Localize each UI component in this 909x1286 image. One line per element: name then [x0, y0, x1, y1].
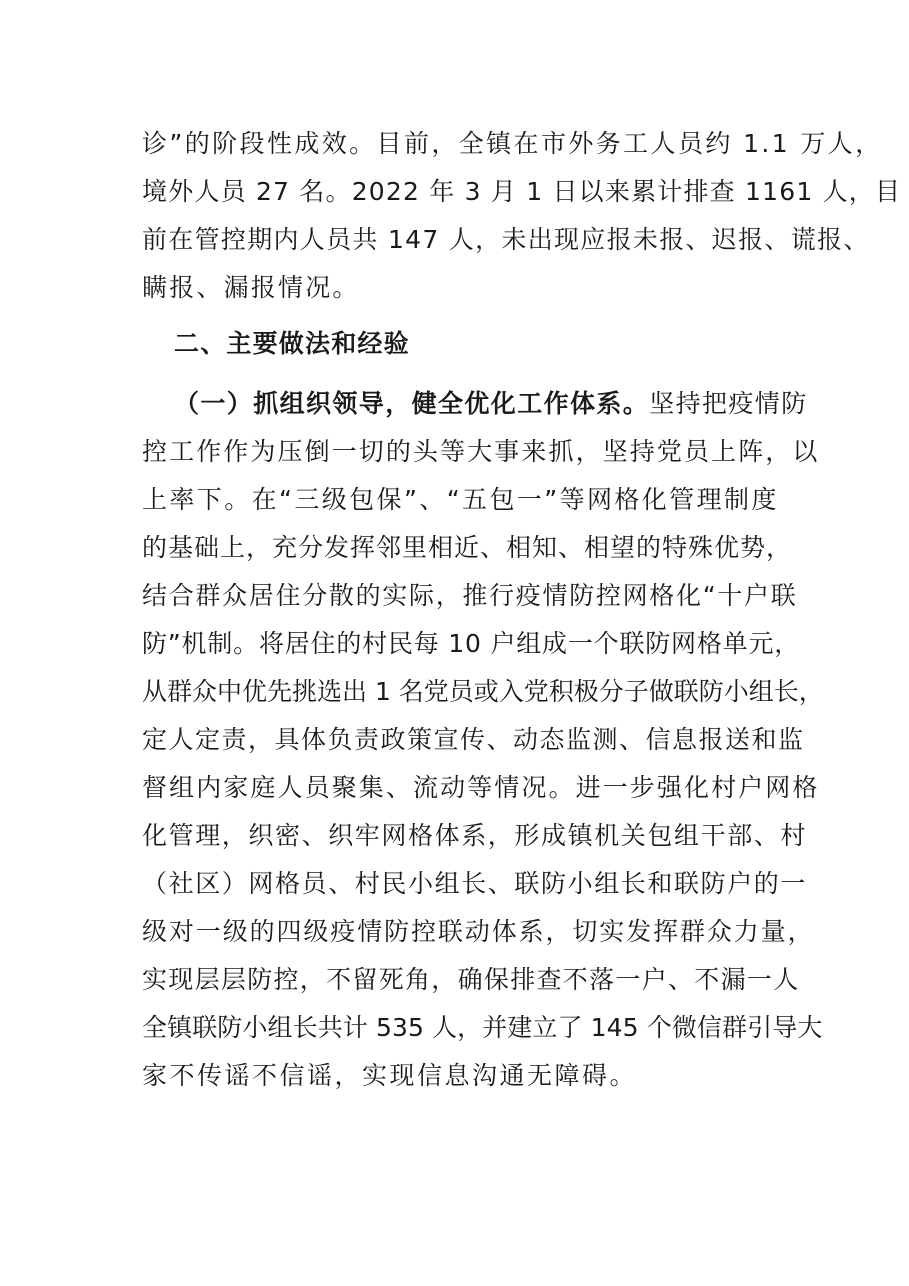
- paragraph-line: （社区）网格员、村民小组长、联防小组长和联防户的一: [142, 869, 808, 898]
- paragraph-line: 控工作作为压倒一切的头等大事来抓，坚持党员上阵，以: [142, 437, 820, 466]
- paragraph-line: 防”机制。将居住的村民每 10 户组成一个联防网格单元，: [142, 629, 801, 658]
- paragraph-line: 实现层层防控，不留死角，确保排查不落一户、不漏一人: [142, 965, 800, 994]
- section-heading: 二、主要做法和经验: [174, 329, 410, 358]
- paragraph-line: 全镇联防小组长共计 535 人，并建立了 145 个微信群引导大: [142, 1013, 823, 1042]
- paragraph-line: 从群众中优先挑选出 1 名党员或入党积极分子做联防小组长，: [142, 677, 824, 706]
- paragraph-line: 化管理，织密、织牢网格体系，形成镇机关包组干部、村: [142, 821, 808, 850]
- paragraph-line: 前在管控期内人员共 147 人，未出现应报未报、迟报、谎报、: [142, 225, 870, 254]
- paragraph-line: 家不传谣不信谣，实现信息沟通无障碍。: [142, 1061, 638, 1090]
- paragraph-line: 瞒报、漏报情况。: [142, 273, 360, 302]
- paragraph-first-line: [174, 384, 814, 424]
- paragraph-line: 诊”的阶段性成效。目前，全镇在市外务工人员约 1.1 万人，: [142, 129, 883, 158]
- paragraph-line: 级对一级的四级疫情防控联动体系，切实发挥群众力量，: [142, 917, 815, 946]
- paragraph-line: 境外人员 27 名。2022 年 3 月 1 日以来累计排查 1161 人，目: [142, 177, 902, 206]
- paragraph-line: 定人定责，具体负责政策宣传、动态监测、信息报送和监: [142, 725, 805, 754]
- paragraph-line: 上率下。在“三级包保”、“五包一”等网格化管理制度: [142, 485, 779, 514]
- paragraph-line: 结合群众居住分散的实际，推行疫情防控网格化“十户联: [142, 581, 798, 610]
- paragraph-line: 的基础上，充分发挥邻里相近、相知、相望的特殊优势，: [142, 533, 793, 562]
- subsection-title: （一）抓组织领导，健全优化工作体系。: [174, 389, 650, 418]
- paragraph-line: 督组内家庭人员聚集、流动等情况。进一步强化村户网格: [142, 773, 820, 802]
- paragraph-line-rest: 坚持把疫情防: [649, 389, 808, 418]
